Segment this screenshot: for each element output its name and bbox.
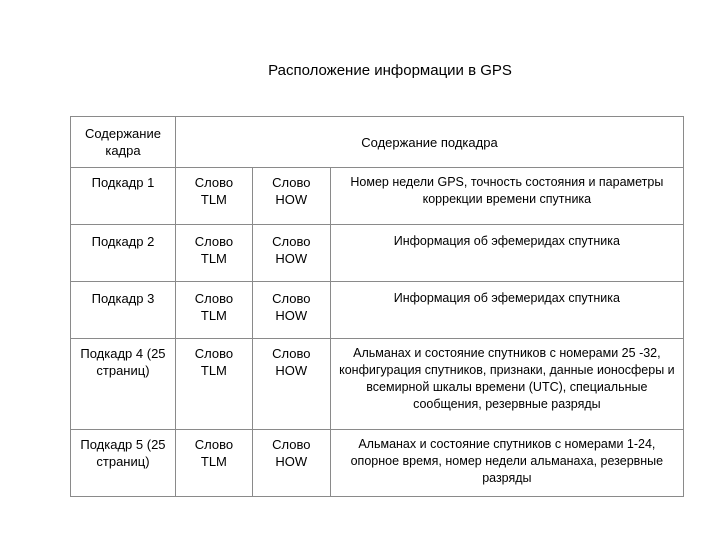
- subframe-cell: Подкадр 2: [71, 225, 176, 282]
- tlm-word-cell: Слово TLM: [175, 339, 252, 430]
- subframe-cell: Подкадр 1: [71, 168, 176, 225]
- how-word-cell: Слово HOW: [252, 430, 330, 497]
- tlm-word-cell: Слово TLM: [175, 168, 252, 225]
- description-cell: Информация об эфемеридах спутника: [330, 225, 683, 282]
- tlm-word-cell: Слово TLM: [175, 225, 252, 282]
- gps-frame-table: [70, 116, 684, 497]
- subframe-cell: Подкадр 3: [71, 282, 176, 339]
- description-cell: Альманах и состояние спутников с номерами 25 -32, конфигурация спутников, признаки, данные ионосферы и всемирной шкалы времени (UTC), специальные сообщения, резервные разряды: [330, 339, 683, 430]
- description-cell: Информация об эфемеридах спутника: [330, 282, 683, 339]
- table-row: [71, 282, 684, 339]
- table-row: [71, 225, 684, 282]
- subframe-cell: Подкадр 4 (25 страниц): [71, 339, 176, 430]
- header-frame-content: Содержание кадра: [71, 117, 176, 168]
- how-word-cell: Слово HOW: [252, 225, 330, 282]
- how-word-cell: Слово HOW: [252, 168, 330, 225]
- description-cell: Альманах и состояние спутников с номерами 1-24, опорное время, номер недели альманаха, резервные разряды: [330, 430, 683, 497]
- table-row: [71, 339, 684, 430]
- tlm-word-cell: Слово TLM: [175, 430, 252, 497]
- header-subframe-content: Содержание подкадра: [175, 117, 683, 168]
- description-cell: Номер недели GPS, точность состояния и параметры коррекции времени спутника: [330, 168, 683, 225]
- table-header-row: [71, 117, 684, 168]
- subframe-cell: Подкадр 5 (25 страниц): [71, 430, 176, 497]
- tlm-word-cell: Слово TLM: [175, 282, 252, 339]
- table-row: [71, 430, 684, 497]
- how-word-cell: Слово HOW: [252, 339, 330, 430]
- table-row: [71, 168, 684, 225]
- how-word-cell: Слово HOW: [252, 282, 330, 339]
- page-title: Расположение информации в GPS: [268, 62, 512, 79]
